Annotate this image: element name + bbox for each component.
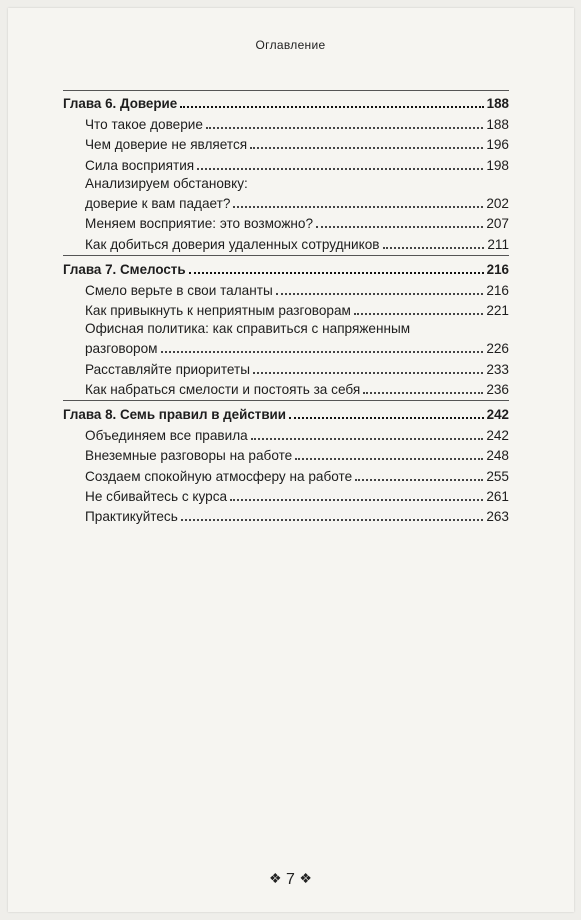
toc-entry [63, 444, 509, 464]
page-number: 255 [486, 468, 509, 484]
dot-leader [233, 206, 483, 208]
page-number: 216 [486, 262, 509, 278]
dot-leader [230, 499, 483, 501]
dot-leader [181, 519, 483, 521]
entry-title: Смело верьте в свои таланты [85, 282, 273, 298]
entry-title: доверие к вам падает? [85, 195, 231, 211]
page-footer [0, 870, 581, 889]
dot-leader [363, 392, 483, 394]
page-number: 221 [486, 302, 509, 318]
toc-entry [63, 505, 509, 525]
toc-entry [63, 153, 509, 173]
entry-title-line1: Анализируем обстановку: [85, 175, 248, 191]
dot-leader [253, 372, 483, 374]
dot-leader [161, 351, 484, 353]
page-number: 207 [486, 216, 509, 232]
dot-leader [180, 106, 483, 108]
page-number: 242 [486, 407, 509, 423]
toc-entry [63, 192, 509, 212]
dot-leader [355, 479, 483, 481]
dot-leader [206, 127, 483, 129]
chapter-title: Глава 8. Семь правил в действии [63, 407, 287, 423]
divider [63, 255, 509, 256]
toc-entry [63, 299, 509, 319]
dot-leader [250, 147, 483, 149]
table-of-contents [63, 90, 509, 525]
toc-entry [63, 357, 509, 377]
toc-entry-line [63, 174, 509, 192]
toc-entry [63, 464, 509, 484]
toc-entry [63, 337, 509, 357]
page-number: 242 [486, 427, 509, 443]
dot-leader [295, 458, 483, 460]
toc-entry [63, 133, 509, 153]
page-number: 188 [486, 116, 509, 132]
entry-title: Что такое доверие [85, 116, 203, 132]
toc-entry [63, 378, 509, 398]
dot-leader [189, 272, 484, 274]
page-number: 236 [486, 382, 509, 398]
toc-entry [63, 112, 509, 132]
page-number: 216 [486, 282, 509, 298]
page-number: 211 [487, 236, 509, 252]
toc-entry [63, 212, 509, 232]
dot-leader [276, 293, 484, 295]
toc-chapter [63, 92, 509, 112]
toc-entry [63, 485, 509, 505]
dot-leader [251, 438, 484, 440]
page-number: 233 [486, 361, 509, 377]
toc-chapter [63, 258, 509, 278]
toc-entry-line [63, 319, 509, 337]
entry-title: Внеземные разговоры на работе [85, 448, 293, 464]
toc-chapter [63, 403, 509, 423]
page-number: 261 [486, 489, 509, 505]
entry-title: Практикуйтесь [85, 509, 178, 525]
dot-leader [316, 226, 483, 228]
page-number: 202 [486, 195, 509, 211]
chapter-title: Глава 7. Смелость [63, 262, 186, 278]
entry-title: Объединяем все правила [85, 427, 248, 443]
entry-title: Сила восприятия [85, 157, 195, 173]
entry-title: Чем доверие не является [85, 137, 248, 153]
entry-title: Как набраться смелости и постоять за себя [85, 382, 361, 398]
page-number: 248 [486, 448, 509, 464]
ornament-icon: ❖ [299, 870, 312, 886]
entry-title-line1: Офисная политика: как справиться с напряженным [85, 320, 411, 336]
entry-title: Как привыкнуть к неприятным разговорам [85, 302, 351, 318]
dot-leader [354, 313, 483, 315]
dot-leader [383, 247, 485, 249]
toc-entry [63, 232, 509, 252]
dot-leader [197, 168, 483, 170]
page-number: 196 [486, 137, 509, 153]
entry-title: Расставляйте приоритеты [85, 361, 251, 377]
divider [63, 90, 509, 91]
toc-entry [63, 423, 509, 443]
entry-title: Не сбивайтесь с курса [85, 489, 228, 505]
toc-entry [63, 278, 509, 298]
running-head: Оглавление [255, 38, 326, 52]
page-number: 188 [486, 96, 509, 112]
page-number: 198 [486, 157, 509, 173]
chapter-title: Глава 6. Доверие [63, 96, 178, 112]
dot-leader [289, 417, 484, 419]
entry-title: разговором [85, 341, 158, 357]
folio-page-number: 7 [286, 871, 295, 888]
ornament-icon: ❖ [269, 870, 282, 886]
page-number: 263 [486, 509, 509, 525]
page-number: 226 [486, 341, 509, 357]
entry-title: Меняем восприятие: это возможно? [85, 216, 314, 232]
divider [63, 400, 509, 401]
entry-title: Создаем спокойную атмосферу на работе [85, 468, 353, 484]
entry-title: Как добиться доверия удаленных сотрудников [85, 236, 380, 252]
